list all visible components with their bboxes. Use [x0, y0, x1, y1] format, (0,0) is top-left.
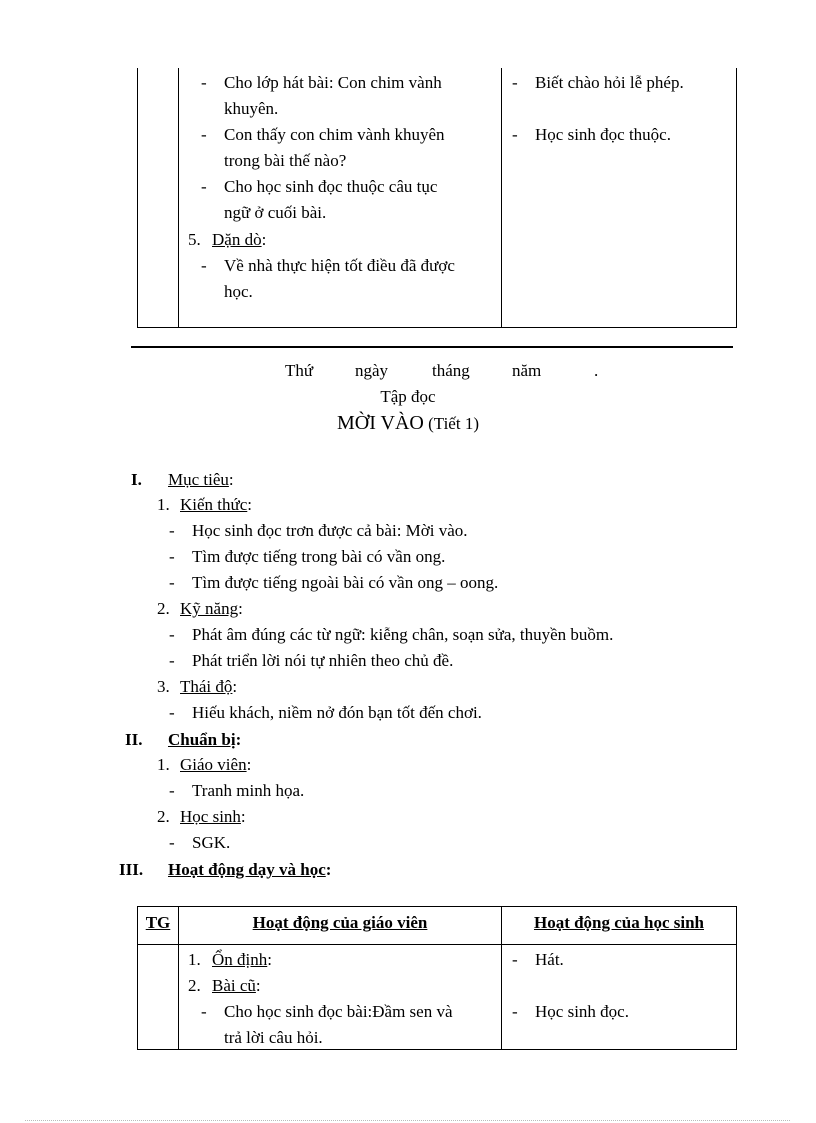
- teacher-item-line: học.: [224, 282, 253, 301]
- list-item: Tìm được tiếng ngoài bài có vần ong – oong.: [192, 573, 499, 592]
- list-item: Tìm được tiếng trong bài có vần ong.: [192, 547, 446, 566]
- list-dash: -: [169, 547, 175, 566]
- sub-heading: Kỹ năng:: [180, 599, 243, 618]
- section-heading: Hoạt động dạy và học:: [168, 860, 332, 879]
- list-dash: -: [169, 573, 175, 592]
- section-heading: Bài cũ:: [212, 976, 261, 995]
- list-dash: -: [201, 73, 207, 92]
- header-teacher: Hoạt động của giáo viên: [252, 913, 428, 932]
- teacher-item-line: ngữ ở cuối bài.: [224, 203, 327, 222]
- sub-heading: Thái độ:: [180, 677, 238, 696]
- date-thang: tháng: [432, 361, 470, 380]
- list-dash: -: [512, 73, 518, 92]
- section-heading: Dặn dò:: [212, 230, 267, 249]
- list-item: Phát triển lời nói tự nhiên theo chủ đề.: [192, 651, 454, 670]
- list-dash: -: [169, 651, 175, 670]
- list-item: Tranh minh họa.: [192, 781, 305, 800]
- list-dash: -: [201, 256, 207, 275]
- date-dot: .: [594, 361, 599, 380]
- student-item: Học sinh đọc thuộc.: [535, 125, 671, 144]
- sub-number: 1.: [157, 495, 170, 514]
- list-dash: -: [169, 625, 175, 644]
- teacher-item-line: Cho lớp hát bài: Con chim vành: [224, 73, 442, 92]
- list-item: Học sinh đọc trơn được cả bài: Mời vào.: [192, 521, 468, 540]
- section-number: 5.: [188, 230, 201, 249]
- sub-number: 1.: [157, 755, 170, 774]
- sub-heading: Học sinh:: [180, 807, 246, 826]
- list-item: SGK.: [192, 833, 231, 852]
- student-item: Hát.: [535, 950, 564, 969]
- teacher-item-line: trong bài thế nào?: [224, 151, 347, 170]
- sub-heading: Giáo viên:: [180, 755, 252, 774]
- section-number: 1.: [188, 950, 201, 969]
- list-dash: -: [201, 1002, 207, 1021]
- teacher-item-line: Về nhà thực hiện tốt điều đã được: [224, 256, 455, 275]
- sub-heading: Kiến thức:: [180, 495, 253, 514]
- list-dash: -: [169, 833, 175, 852]
- sub-number: 2.: [157, 807, 170, 826]
- list-dash: -: [201, 177, 207, 196]
- roman-numeral: I.: [131, 470, 142, 489]
- section-heading: Mục tiêu:: [168, 470, 234, 489]
- sub-number: 3.: [157, 677, 170, 696]
- page-separator: [131, 346, 733, 348]
- list-dash: -: [201, 125, 207, 144]
- list-dash: -: [169, 781, 175, 800]
- subject: Tập đọc: [380, 387, 436, 406]
- teacher-item-line: Con thấy con chim vành khuyên: [224, 125, 445, 144]
- title-suffix: (Tiết 1): [428, 414, 479, 433]
- list-item: Hiếu khách, niềm nở đón bạn tốt đến chơi.: [192, 703, 482, 722]
- sub-number: 2.: [157, 599, 170, 618]
- list-item: Phát âm đúng các từ ngữ: kiễng chân, soạn sửa, thuyền buồm.: [192, 625, 614, 644]
- section-number: 2.: [188, 976, 201, 995]
- date-ngay: ngày: [355, 361, 389, 380]
- teacher-item-line: trả lời câu hỏi.: [224, 1028, 323, 1047]
- list-dash: -: [512, 1002, 518, 1021]
- title-main: MỜI VÀO: [337, 412, 424, 434]
- teacher-item-line: Cho học sinh đọc thuộc câu tục: [224, 177, 438, 196]
- roman-numeral: III.: [119, 860, 144, 879]
- student-item: Học sinh đọc.: [535, 1002, 629, 1021]
- list-dash: -: [169, 521, 175, 540]
- date-thu: Thứ: [285, 361, 314, 380]
- student-item: Biết chào hỏi lễ phép.: [535, 73, 684, 92]
- list-dash: -: [169, 703, 175, 722]
- list-dash: -: [512, 950, 518, 969]
- lesson-title: [0, 412, 816, 435]
- teacher-item-line: khuyên.: [224, 99, 279, 118]
- section-heading: Chuẩn bị:: [168, 730, 242, 749]
- section-heading: Ổn định:: [212, 950, 272, 969]
- header-tg: TG: [145, 913, 171, 932]
- roman-numeral: II.: [125, 730, 143, 749]
- list-dash: -: [512, 125, 518, 144]
- page-bottom-border: [25, 1120, 790, 1121]
- header-student: Hoạt động của học sinh: [533, 913, 705, 932]
- date-nam: năm: [512, 361, 542, 380]
- teacher-item-line: Cho học sinh đọc bài:Đầm sen và: [224, 1002, 453, 1021]
